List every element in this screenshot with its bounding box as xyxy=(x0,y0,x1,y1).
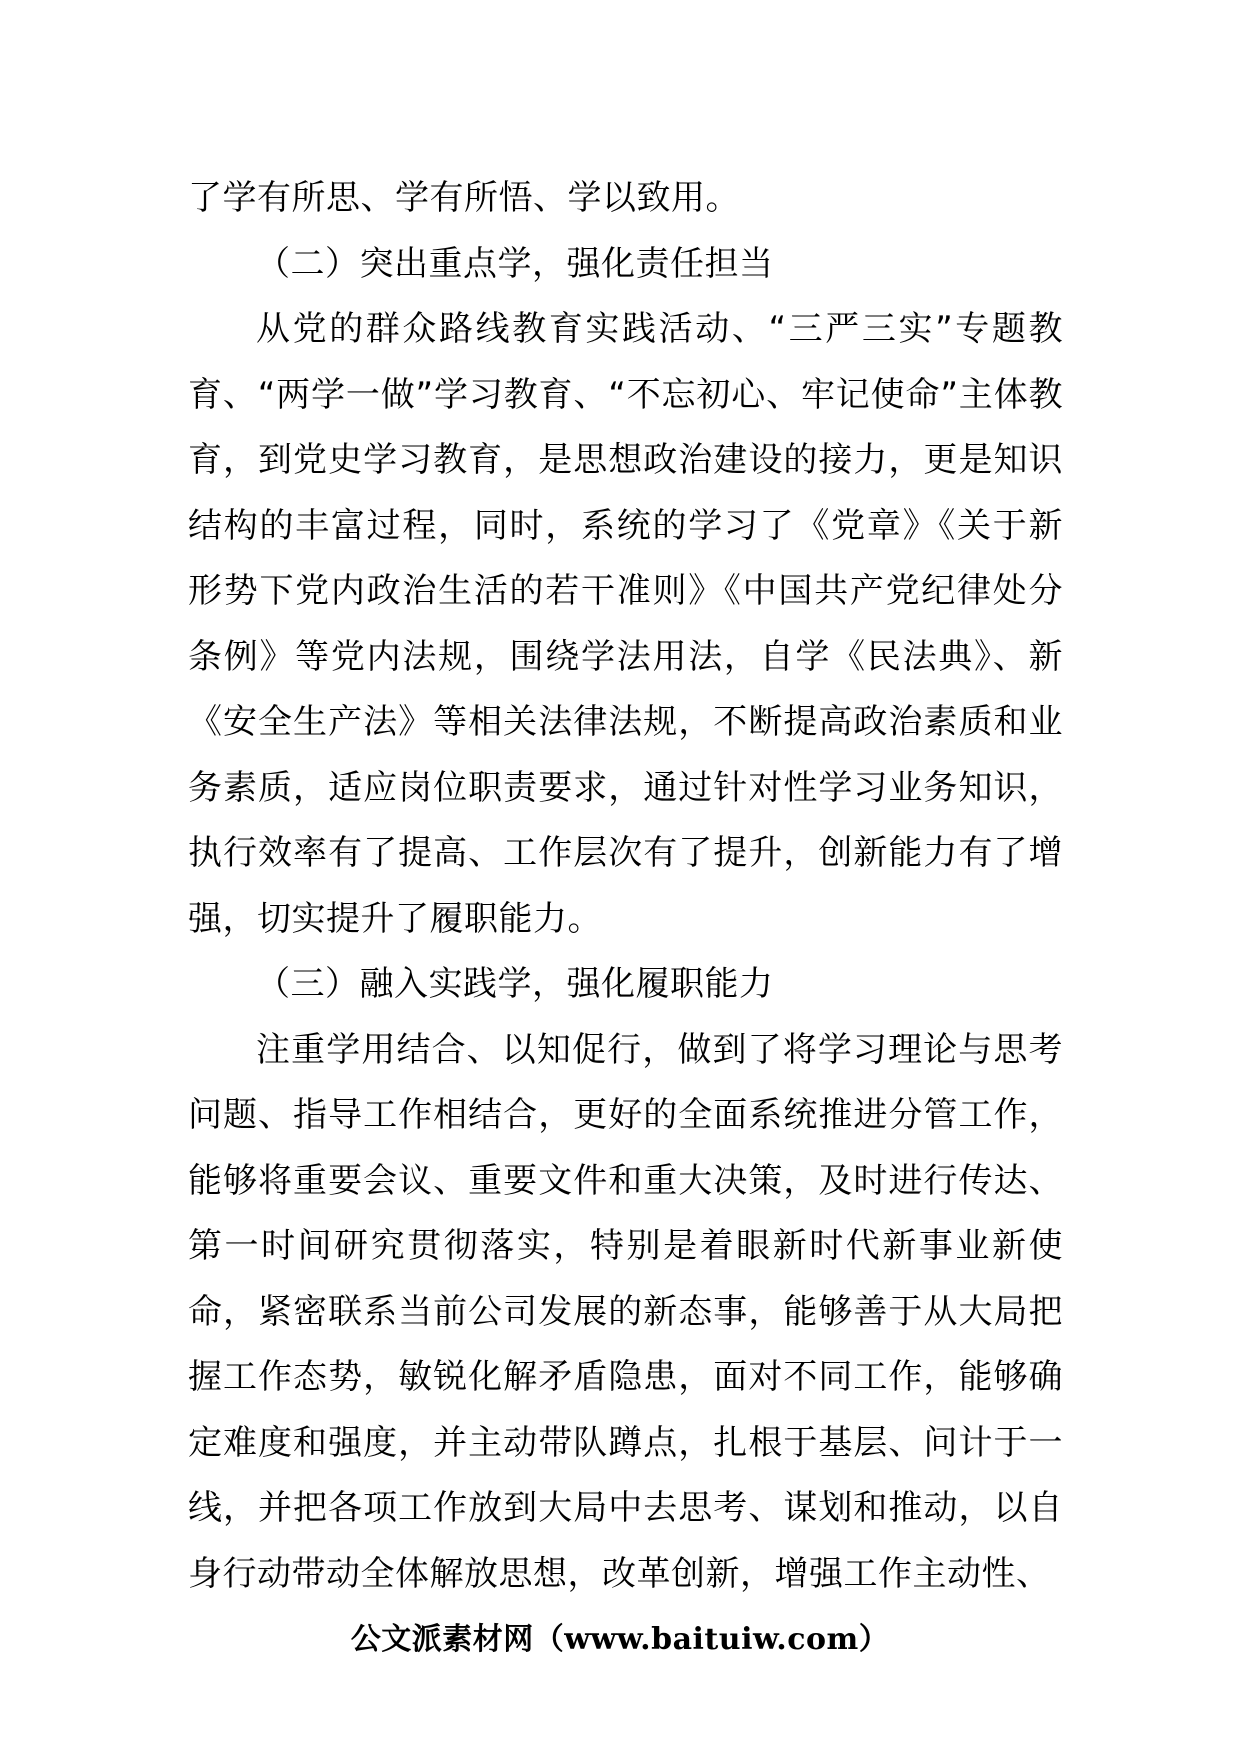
paragraph-continuation: 了学有所思、学有所悟、学以致用。 xyxy=(188,178,740,218)
paragraph-study-focus: 从党的群众路线教育实践活动、“三严三实”专题教育、“两学一做”学习教育、“不忘初心、牢记使命”主体教育，到党史学习教育，是思想政治建设的接力，更是知识结构的丰富过程，同时，系统的学习了《党章》《关于新形势下党内政治生活的若干准则》《中国共产党纪律处分条例》等党内法规，围绕学法用法，自学《民法典》、新《安全生产法》等相关法律法规，不断提高政治素质和业务素质，适应岗位职责要求，通过针对性学习业务知识，执行效率有了提高、工作层次有了提升，创新能力有了增强，切实提升了履职能力。 xyxy=(188,309,1063,939)
paragraph-practice: 注重学用结合、以知促行，做到了将学习理论与思考问题、指导工作相结合，更好的全面系统推进分管工作，能够将重要会议、重要文件和重大决策，及时进行传达、第一时间研究贯彻落实，特别是着眼新时代新事业新使命，紧密联系当前公司发展的新态事，能够善于从大局把握工作态势，敏锐化解矛盾隐患，面对不同工作，能够确定难度和强度，并主动带队蹲点，扎根于基层、问计于一线，并把各项工作放到大局中去思考、谋划和推动，以自身行动带动全体解放思想，改革创新，增强工作主动性、 xyxy=(188,1029,1063,1594)
footer-watermark: 公文派素材网（www.baituiw.com） xyxy=(350,1622,890,1657)
section-heading-3: （三）融入实践学，强化履职能力 xyxy=(256,964,774,1004)
section-heading-2: （二）突出重点学，强化责任担当 xyxy=(256,243,774,284)
document-body xyxy=(188,166,1063,1607)
